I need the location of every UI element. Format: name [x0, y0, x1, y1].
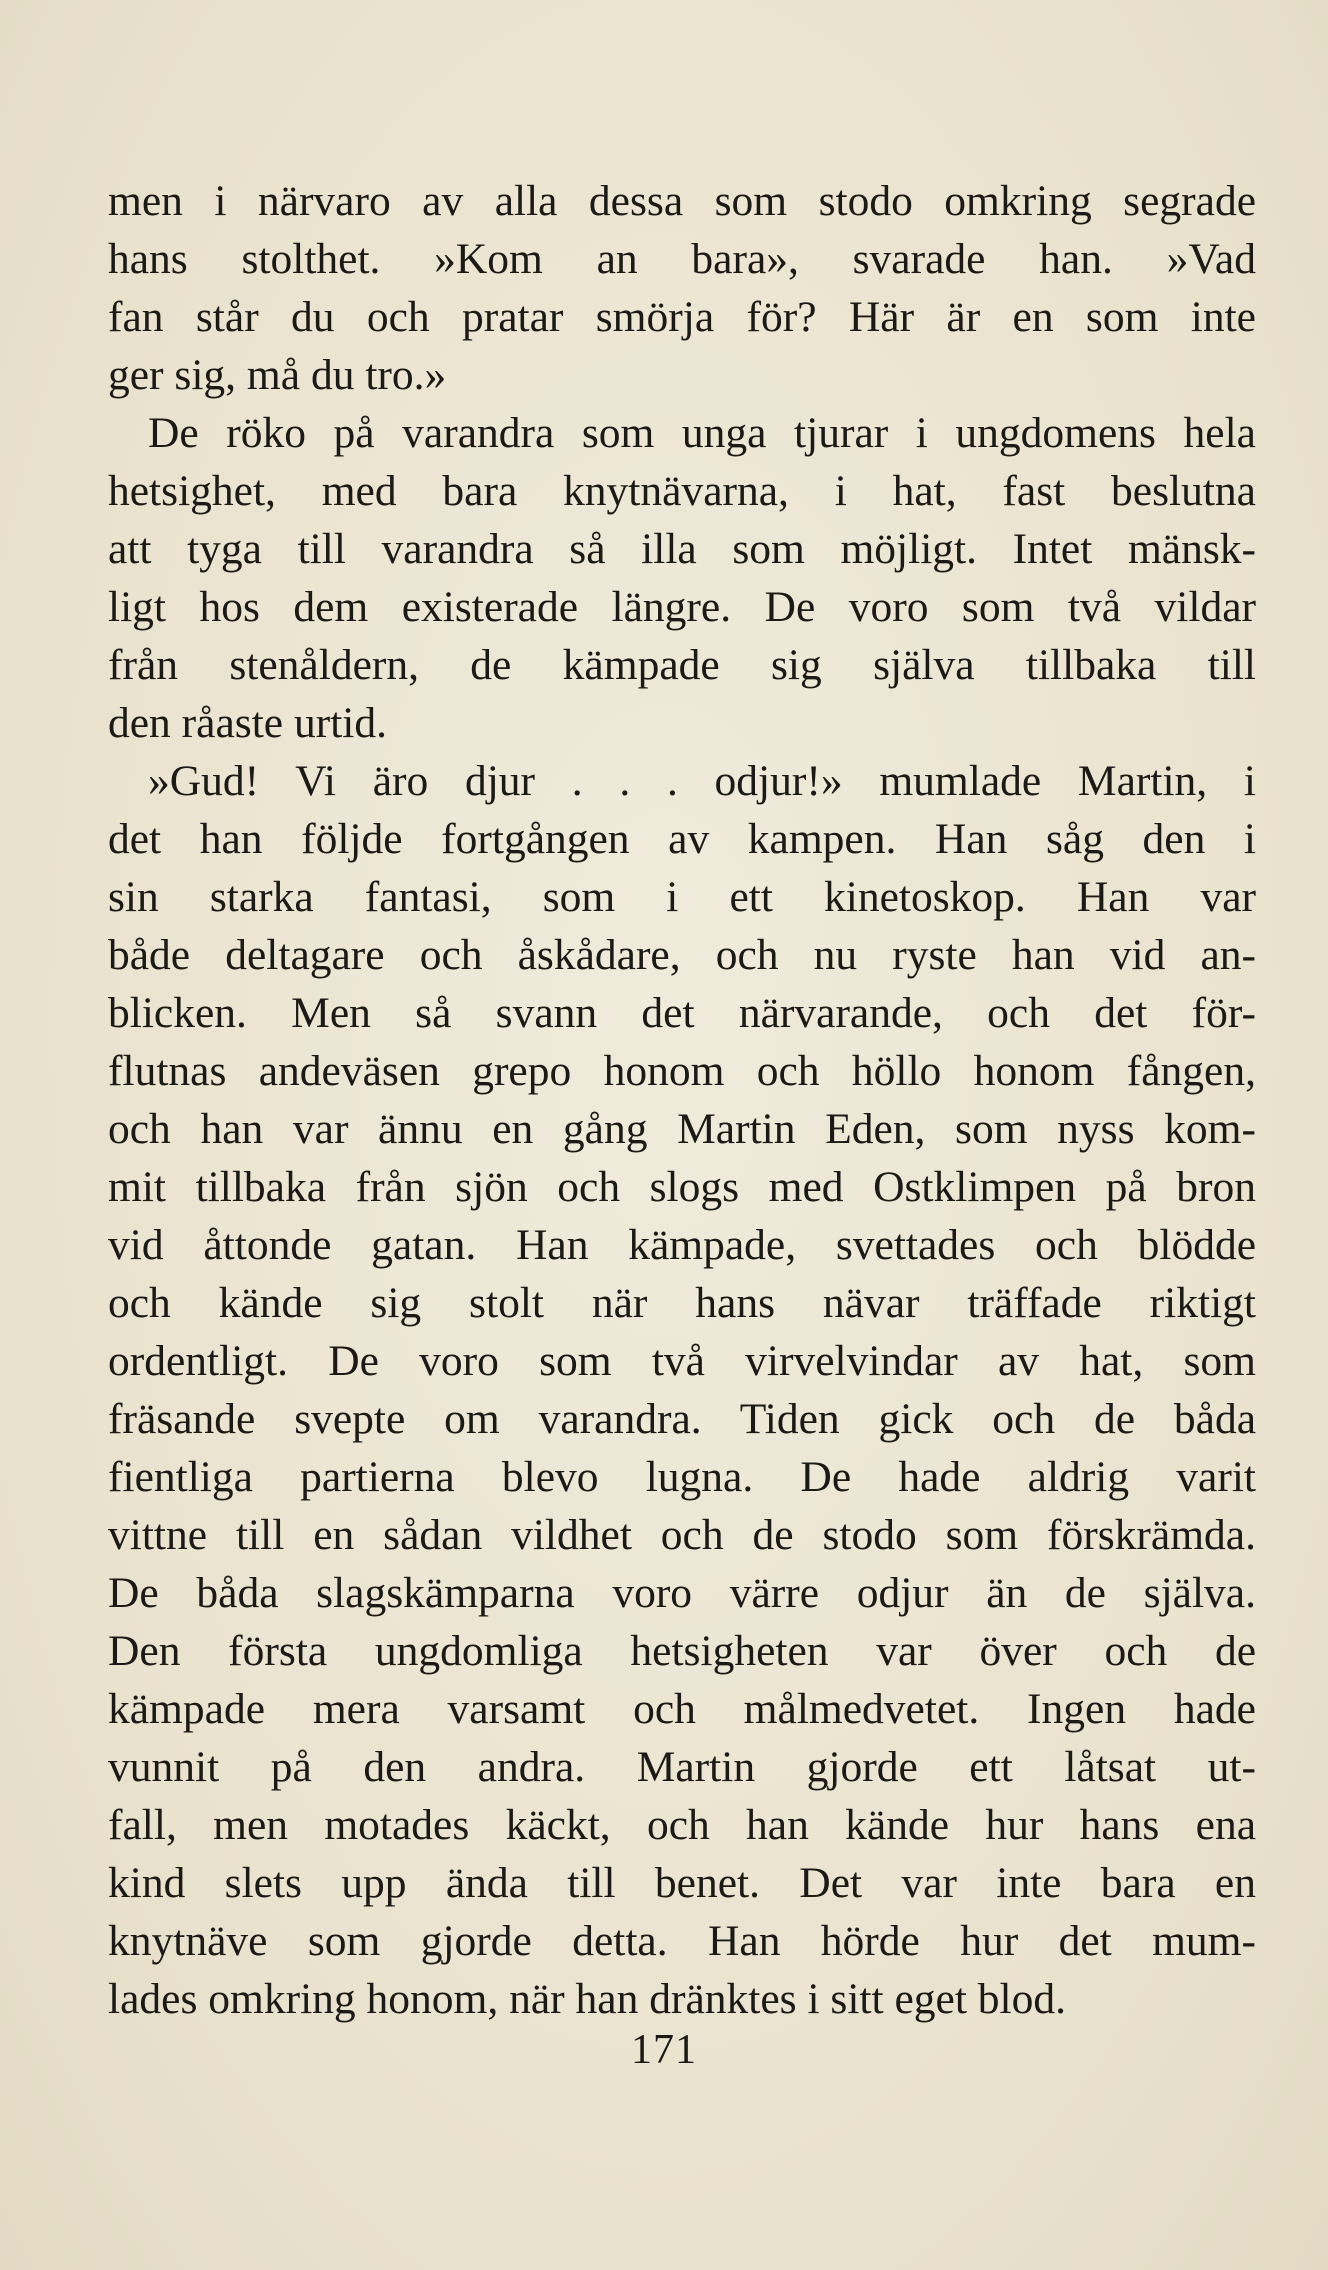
- text-line: ger sig, må du tro.»: [108, 351, 447, 399]
- text-line: Den första ungdomliga hetsigheten var över och de: [108, 1627, 1256, 1675]
- text-line: mit tillbaka från sjön och slogs med Ostklimpen på bron: [108, 1163, 1256, 1211]
- text-line: kind slets upp ända till benet. Det var inte bara en: [108, 1859, 1256, 1907]
- text-line: sin starka fantasi, som i ett kinetoskop. Han var: [108, 873, 1256, 921]
- text-line: knytnäve som gjorde detta. Han hörde hur det mum-: [108, 1917, 1256, 1965]
- text-line: från stenåldern, de kämpade sig själva tillbaka till: [108, 641, 1256, 689]
- text-line: fientliga partierna blevo lugna. De hade aldrig varit: [108, 1453, 1256, 1501]
- text-line: ligt hos dem existerade längre. De voro som två vildar: [108, 583, 1256, 631]
- text-line: flutnas andeväsen grepo honom och höllo honom fången,: [108, 1047, 1256, 1095]
- text-line: kämpade mera varsamt och målmedvetet. Ingen hade: [108, 1685, 1256, 1733]
- text-line: vunnit på den andra. Martin gjorde ett låtsat ut-: [108, 1743, 1256, 1791]
- text-line: blicken. Men så svann det närvarande, och det för-: [108, 989, 1256, 1037]
- text-line: hetsighet, med bara knytnävarna, i hat, fast beslutna: [108, 467, 1256, 515]
- text-line: fall, men motades käckt, och han kände hur hans ena: [108, 1801, 1256, 1849]
- text-line: att tyga till varandra så illa som möjligt. Intet mänsk-: [108, 525, 1256, 573]
- text-line: »Gud! Vi äro djur . . . odjur!» mumlade Martin, i: [148, 757, 1256, 805]
- text-line: men i närvaro av alla dessa som stodo omkring segrade: [108, 177, 1256, 225]
- text-line: vittne till en sådan vildhet och de stodo som förskrämda.: [108, 1511, 1256, 1559]
- text-line: lades omkring honom, när han dränktes i sitt eget blod.: [108, 1975, 1067, 2023]
- text-line: hans stolthet. »Kom an bara», svarade han. »Vad: [108, 235, 1256, 283]
- page-number: 171: [631, 2027, 697, 2073]
- text-line: De båda slagskämparna voro värre odjur än de själva.: [108, 1569, 1256, 1617]
- text-line: ordentligt. De voro som två virvelvindar av hat, som: [108, 1337, 1256, 1385]
- body-text: [108, 172, 1256, 2028]
- text-line: och han var ännu en gång Martin Eden, som nyss kom-: [108, 1105, 1256, 1153]
- text-line: och kände sig stolt när hans nävar träffade riktigt: [108, 1279, 1256, 1327]
- text-line: De röko på varandra som unga tjurar i ungdomens hela: [148, 409, 1256, 457]
- text-line: den råaste urtid.: [108, 699, 388, 747]
- text-line: det han följde fortgången av kampen. Han såg den i: [108, 815, 1256, 863]
- text-line: både deltagare och åskådare, och nu ryste han vid an-: [108, 931, 1256, 979]
- text-line: fräsande svepte om varandra. Tiden gick och de båda: [108, 1395, 1256, 1443]
- text-line: fan står du och pratar smörja för? Här är en som inte: [108, 293, 1256, 341]
- text-line: vid åttonde gatan. Han kämpade, svettades och blödde: [108, 1221, 1256, 1269]
